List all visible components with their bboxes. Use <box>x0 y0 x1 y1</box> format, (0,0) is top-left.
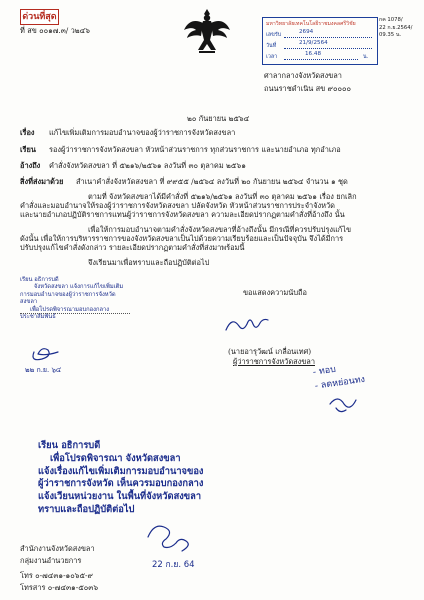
paragraph1-line: และนายอำเภอปฏิบัติราชการแทนผู้ว่าราชการจังหวัดสงขลา ความละเอียดปรากฏตามคำสั่งที่อ้างถึง นั้น <box>20 210 345 219</box>
footer-fax: โทรสาร ๐-๗๔๓๑-๕๐๓๖ <box>20 583 99 592</box>
enclosure-label: สิ่งที่ส่งมาด้วย <box>20 177 64 186</box>
receipt-time: 16.48 <box>305 51 322 57</box>
receipt-time-suffix: น. <box>363 54 369 60</box>
paragraph2-line: ปรับปรุงแก้ไขคำสั่งดังกล่าว รายละเอียดปรากฏตามคำสั่งที่ส่งมาพร้อมนี้ <box>20 243 245 252</box>
side-note-line: - ลดหย่อนทง <box>314 374 366 392</box>
memo-large-line: แจ้งเวียนหน่วยงาน ในพื้นที่จังหวัดสงขลา <box>38 491 202 503</box>
routing-ref-line: กค 1078/ <box>379 17 403 23</box>
memo-small <box>20 277 123 321</box>
document-number: ที่ สข ๐๐๑๗.๓/ ว๒๔๖ <box>20 26 90 35</box>
garuda-emblem-icon <box>182 6 232 56</box>
enclosure-text: สำเนาคำสั่งจังหวัดสงขลา ที่ ๙๙๕๕ /๒๕๖๔ ลงวันที่ ๒๐ กันยายน ๒๕๖๔ จำนวน ๑ ชุด <box>76 177 348 186</box>
paragraph2-line: ดังนั้น เพื่อให้การบริหารราชการของจังหวัดสงขลาเป็นไปด้วยความเรียบร้อยและเป็นปัจจุบัน จึงได้มีการ <box>20 234 344 243</box>
memo-small-line: สงขลา <box>20 299 38 306</box>
urgency-stamp: ด่วนที่สุด <box>20 9 59 25</box>
routing-ref-line: 22 ก.ย.2564/ <box>379 24 413 31</box>
letter-date: ๒๐ กันยายน ๒๕๖๔ <box>187 114 250 123</box>
receipt-number: 2694 <box>299 29 314 35</box>
side-note <box>312 359 366 394</box>
signer-title: ผู้ว่าราชการจังหวัดสงขลา <box>233 357 315 366</box>
memo-small-line: การมอบอำนาจของผู้ว่าราชการจังหวัด <box>20 291 116 298</box>
footer-telephone: โทร ๐-๗๔๓๑-๑๐๖๕-๙ <box>20 571 93 580</box>
memo-large-line: ทราบและถือปฏิบัติต่อไป <box>38 503 135 515</box>
memo-large <box>38 440 203 517</box>
side-signature-icon <box>330 399 356 412</box>
memo-small-date: ๒๒ ก.ย. ๖๔ <box>25 366 62 374</box>
footer-unit: กลุ่มงานอำนวยการ <box>20 556 82 565</box>
side-note-line: - ทอบ <box>312 364 337 378</box>
salutation-label: เรียน <box>20 145 36 154</box>
memo-large-line: เพื่อโปรดพิจารณา จังหวัดสงขลา <box>50 452 181 464</box>
receipt-stamp <box>262 17 378 65</box>
memo-small-line: เรียน อธิการบดี <box>20 277 59 283</box>
memo-large-line: ผู้ว่าราชการจังหวัด เห็นควรมอบกองกลาง <box>38 478 204 490</box>
receipt-date: 21/9/2564 <box>299 40 328 46</box>
rector-signature-icon <box>148 526 188 551</box>
governor-signature-icon <box>226 319 268 330</box>
memo-small-line: เพื่อโปรดพิจารณามอบกองกลาง <box>30 306 110 313</box>
signer-name: (นายอารุวัฒน์ เกลื่อนเทศ) <box>228 347 312 356</box>
footer-department: สำนักงานจังหวัดสงขลา <box>20 544 95 553</box>
paragraph2-line: เพื่อให้การมอบอำนาจตามคำสั่งจังหวัดสงขลาที่อ้างถึงนั้น มีกรณีที่ควรปรับปรุงแก้ไข <box>88 225 352 234</box>
initial-signature-icon <box>33 349 58 360</box>
routing-reference <box>379 17 412 40</box>
memo-small-line: ประชาสัมพันธ์ <box>20 314 56 321</box>
routing-ref-line: 09.35 น. <box>379 32 402 38</box>
memo-large-line: เรียน อธิการบดี <box>38 440 101 451</box>
salutation-text: รองผู้ว่าราชการจังหวัดสงขลา หัวหน้าส่วนราชการ ทุกส่วนราชการ และนายอำเภอ ทุกอำเภอ <box>49 145 341 154</box>
receipt-date-label: วันที่ <box>266 43 277 49</box>
receipt-agency: มหาวิทยาลัยเทคโนโลยีราชมงคลศรีวิชัย <box>266 21 356 27</box>
office-address-line1: ศาลากลางจังหวัดสงขลา <box>264 71 342 80</box>
memo-small-line: จังหวัดสงขลา แจ้งการแก้ไขเพิ่มเติม <box>34 284 124 291</box>
reference-label: อ้างถึง <box>20 161 41 170</box>
memo-large-line: แจ้งเรื่องแก้ไขเพิ่มเติมการมอบอำนาจของ <box>38 465 204 477</box>
receipt-number-label: เลขรับ <box>266 32 282 38</box>
memo-large-date: 22 ก.ย. 64 <box>152 560 195 570</box>
office-address-line2: ถนนราชดำเนิน สข ๙๐๐๐๐ <box>264 84 352 93</box>
subject-text: แก้ไขเพิ่มเติมการมอบอำนาจของผู้ว่าราชการจังหวัดสงขลา <box>49 128 236 137</box>
reference-text: คำสั่งจังหวัดสงขลา ที่ ๕๒๑๖/๒๕๖๑ ลงวันที่ ๓๐ ตุลาคม ๒๕๖๑ <box>49 161 246 170</box>
closing-request: จึงเรียนมาเพื่อทราบและถือปฏิบัติต่อไป <box>88 258 210 267</box>
receipt-time-label: เวลา <box>266 54 278 60</box>
regards-text: ขอแสดงความนับถือ <box>243 288 307 297</box>
paragraph1-line: ตามที่ จังหวัดสงขลาได้มีคำสั่งที่ ๕๒๑๖/๒๕๖๑ ลงวันที่ ๓๐ ตุลาคม ๒๕๖๑ เรื่อง ยกเลิก <box>88 192 357 201</box>
subject-label: เรื่อง <box>20 128 35 137</box>
paragraph1-line: คำสั่งและมอบอำนาจให้รองผู้ว่าราชการจังหวัดสงขลา ปลัดจังหวัด หัวหน้าส่วนราชการประจำจังหวัด <box>20 201 335 210</box>
